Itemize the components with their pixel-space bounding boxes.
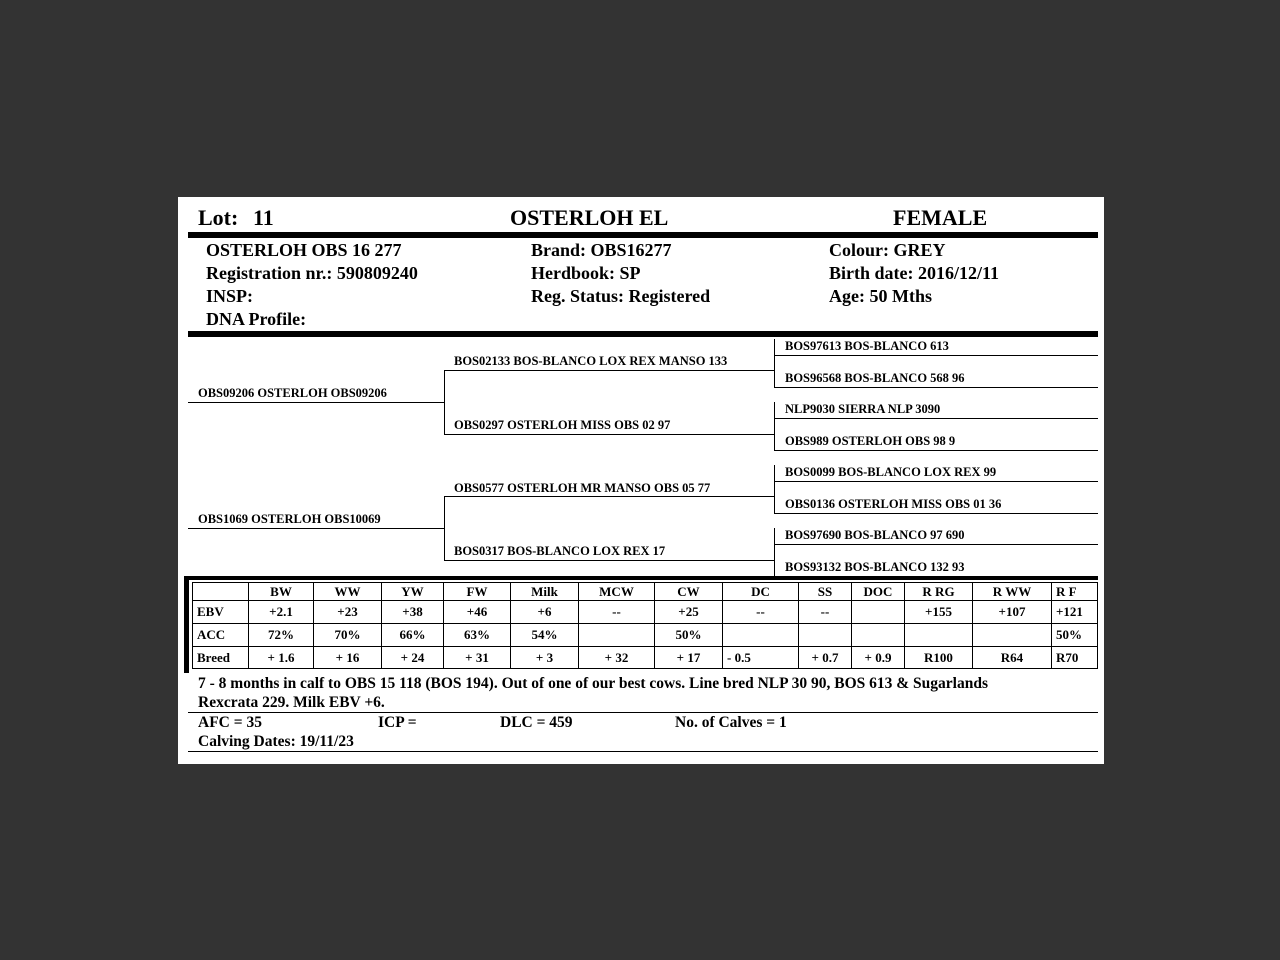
ebv-cell bbox=[579, 624, 655, 647]
ebv-cell: +2.1 bbox=[249, 601, 314, 624]
ebv-corner-cell bbox=[193, 583, 249, 601]
ebv-cell: 63% bbox=[444, 624, 511, 647]
pedigree-great-grandparent: BOS0099 BOS-BLANCO LOX REX 99 bbox=[785, 465, 997, 479]
pedigree-grandparent: BOS02133 BOS-BLANCO LOX REX MANSO 133 bbox=[454, 354, 728, 368]
age: Age: 50 Mths bbox=[829, 286, 932, 306]
pedigree-line bbox=[444, 434, 775, 435]
pedigree-bracket bbox=[774, 528, 775, 576]
ebv-cell: +6 bbox=[511, 601, 579, 624]
ebv-cell: 70% bbox=[314, 624, 382, 647]
ebv-cell: + 16 bbox=[314, 647, 382, 669]
ebv-column-header: CW bbox=[655, 583, 723, 601]
pedigree-line bbox=[774, 481, 1098, 482]
ebv-column-header: MCW bbox=[579, 583, 655, 601]
ebv-column-header: Milk bbox=[511, 583, 579, 601]
ebv-cell: +25 bbox=[655, 601, 723, 624]
ebv-cell: +38 bbox=[382, 601, 444, 624]
comment-line-2: Rexcrata 229. Milk EBV +6. bbox=[198, 694, 385, 711]
pedigree-line bbox=[188, 402, 445, 403]
ebv-cell: 72% bbox=[249, 624, 314, 647]
pedigree-grandparent: OBS0577 OSTERLOH MR MANSO OBS 05 77 bbox=[454, 481, 711, 495]
ebv-column-header: R WW bbox=[973, 583, 1052, 601]
pedigree-great-grandparent: BOS97690 BOS-BLANCO 97 690 bbox=[785, 528, 965, 542]
ebv-column-header: DC bbox=[723, 583, 799, 601]
pedigree-dam: OBS1069 OSTERLOH OBS10069 bbox=[198, 512, 381, 526]
lot-number: 11 bbox=[253, 205, 274, 230]
afc-value: AFC = 35 bbox=[198, 714, 262, 731]
ebv-column-header: SS bbox=[799, 583, 852, 601]
ebv-cell: R64 bbox=[973, 647, 1052, 669]
pedigree-great-grandparent: NLP9030 SIERRA NLP 3090 bbox=[785, 402, 941, 416]
birth-date: Birth date: 2016/12/11 bbox=[829, 263, 999, 283]
calves-count: No. of Calves = 1 bbox=[675, 714, 787, 731]
pedigree-bracket bbox=[774, 465, 775, 513]
pedigree-line bbox=[444, 560, 775, 561]
ebv-column-header: WW bbox=[314, 583, 382, 601]
ebv-cell: R100 bbox=[905, 647, 973, 669]
ebv-column-header: DOC bbox=[852, 583, 905, 601]
reg-status: Reg. Status: Registered bbox=[531, 286, 711, 306]
pedigree-bracket bbox=[774, 402, 775, 450]
ebv-cell bbox=[973, 624, 1052, 647]
ebv-row-label: EBV bbox=[193, 601, 249, 624]
ebv-cell: 54% bbox=[511, 624, 579, 647]
pedigree-line bbox=[444, 496, 775, 497]
dna-profile-label: DNA Profile: bbox=[206, 309, 307, 329]
ebv-cell: 66% bbox=[382, 624, 444, 647]
insp-label: INSP: bbox=[206, 286, 254, 306]
pedigree-bracket bbox=[444, 496, 445, 561]
herdbook: Herdbook: SP bbox=[531, 263, 641, 283]
ebv-cell: + 17 bbox=[655, 647, 723, 669]
calving-dates: Calving Dates: 19/11/23 bbox=[198, 733, 354, 750]
ebv-column-header: BW bbox=[249, 583, 314, 601]
table-divider bbox=[186, 576, 1098, 580]
registration-number: Registration nr.: 590809240 bbox=[206, 263, 418, 283]
ebv-cell: -- bbox=[799, 601, 852, 624]
ebv-cell: + 1.6 bbox=[249, 647, 314, 669]
ebv-cell: +107 bbox=[973, 601, 1052, 624]
pedigree-line bbox=[774, 355, 1098, 356]
dlc-value: DLC = 459 bbox=[500, 714, 573, 731]
lot-card bbox=[178, 197, 1104, 764]
ebv-table bbox=[192, 582, 1098, 669]
animal-name: OSTERLOH OBS 16 277 bbox=[206, 240, 402, 260]
table-left-border bbox=[184, 576, 189, 673]
ebv-cell: +155 bbox=[905, 601, 973, 624]
ebv-cell: + 0.9 bbox=[852, 647, 905, 669]
ebv-cell: -- bbox=[723, 601, 799, 624]
ebv-cell: -- bbox=[579, 601, 655, 624]
ebv-cell: + 24 bbox=[382, 647, 444, 669]
ebv-cell: +121 bbox=[1052, 601, 1098, 624]
ebv-row-label: ACC bbox=[193, 624, 249, 647]
colour: Colour: GREY bbox=[829, 240, 946, 260]
ebv-cell: - 0.5 bbox=[723, 647, 799, 669]
header-divider bbox=[188, 232, 1098, 238]
sex-label: FEMALE bbox=[893, 205, 988, 230]
ebv-cell: + 0.7 bbox=[799, 647, 852, 669]
ebv-header-row bbox=[193, 583, 1098, 601]
notes-divider bbox=[188, 712, 1098, 713]
ebv-column-header: R RG bbox=[905, 583, 973, 601]
bottom-rule bbox=[188, 751, 1098, 752]
pedigree-great-grandparent: OBS989 OSTERLOH OBS 98 9 bbox=[785, 434, 956, 448]
pedigree-great-grandparent: BOS96568 BOS-BLANCO 568 96 bbox=[785, 371, 965, 385]
pedigree-line bbox=[774, 418, 1098, 419]
ebv-cell bbox=[852, 601, 905, 624]
ebv-row-label: Breed bbox=[193, 647, 249, 669]
pedigree-bracket bbox=[774, 339, 775, 387]
ebv-cell: + 3 bbox=[511, 647, 579, 669]
ebv-cell: + 31 bbox=[444, 647, 511, 669]
pedigree-line bbox=[774, 513, 1098, 514]
pedigree-great-grandparent: BOS97613 BOS-BLANCO 613 bbox=[785, 339, 949, 353]
info-divider bbox=[188, 331, 1098, 337]
ebv-column-header: FW bbox=[444, 583, 511, 601]
ebv-row-ebv bbox=[193, 601, 1098, 624]
ebv-cell bbox=[799, 624, 852, 647]
icp-value: ICP = bbox=[378, 714, 417, 731]
ebv-cell: +46 bbox=[444, 601, 511, 624]
pedigree-great-grandparent: OBS0136 OSTERLOH MISS OBS 01 36 bbox=[785, 497, 1002, 511]
pedigree-line bbox=[188, 528, 445, 529]
ebv-cell: 50% bbox=[655, 624, 723, 647]
ebv-row-acc bbox=[193, 624, 1098, 647]
ebv-column-header: R F bbox=[1052, 583, 1098, 601]
brand: Brand: OBS16277 bbox=[531, 240, 672, 260]
ebv-cell bbox=[723, 624, 799, 647]
ebv-cell: +23 bbox=[314, 601, 382, 624]
pedigree-line bbox=[774, 450, 1098, 451]
ebv-cell bbox=[905, 624, 973, 647]
ebv-cell bbox=[852, 624, 905, 647]
lot-label: Lot: bbox=[198, 205, 239, 230]
ebv-cell: R70 bbox=[1052, 647, 1098, 669]
pedigree-grandparent: OBS0297 OSTERLOH MISS OBS 02 97 bbox=[454, 418, 671, 432]
ebv-cell: 50% bbox=[1052, 624, 1098, 647]
pedigree-line bbox=[444, 370, 775, 371]
comment-line-1: 7 - 8 months in calf to OBS 15 118 (BOS 194). Out of one of our best cows. Line bred NLP 30 90, BOS 613 & Sugarlands bbox=[198, 675, 989, 692]
pedigree-great-grandparent: BOS93132 BOS-BLANCO 132 93 bbox=[785, 560, 965, 574]
pedigree-line bbox=[774, 387, 1098, 388]
pedigree-sire: OBS09206 OSTERLOH OBS09206 bbox=[198, 386, 387, 400]
ebv-column-header: YW bbox=[382, 583, 444, 601]
pedigree-grandparent: BOS0317 BOS-BLANCO LOX REX 17 bbox=[454, 544, 666, 558]
herd-name: OSTERLOH EL bbox=[510, 205, 669, 230]
ebv-row-breed bbox=[193, 647, 1098, 669]
pedigree-line bbox=[774, 544, 1098, 545]
pedigree-bracket bbox=[444, 370, 445, 435]
ebv-cell: + 32 bbox=[579, 647, 655, 669]
